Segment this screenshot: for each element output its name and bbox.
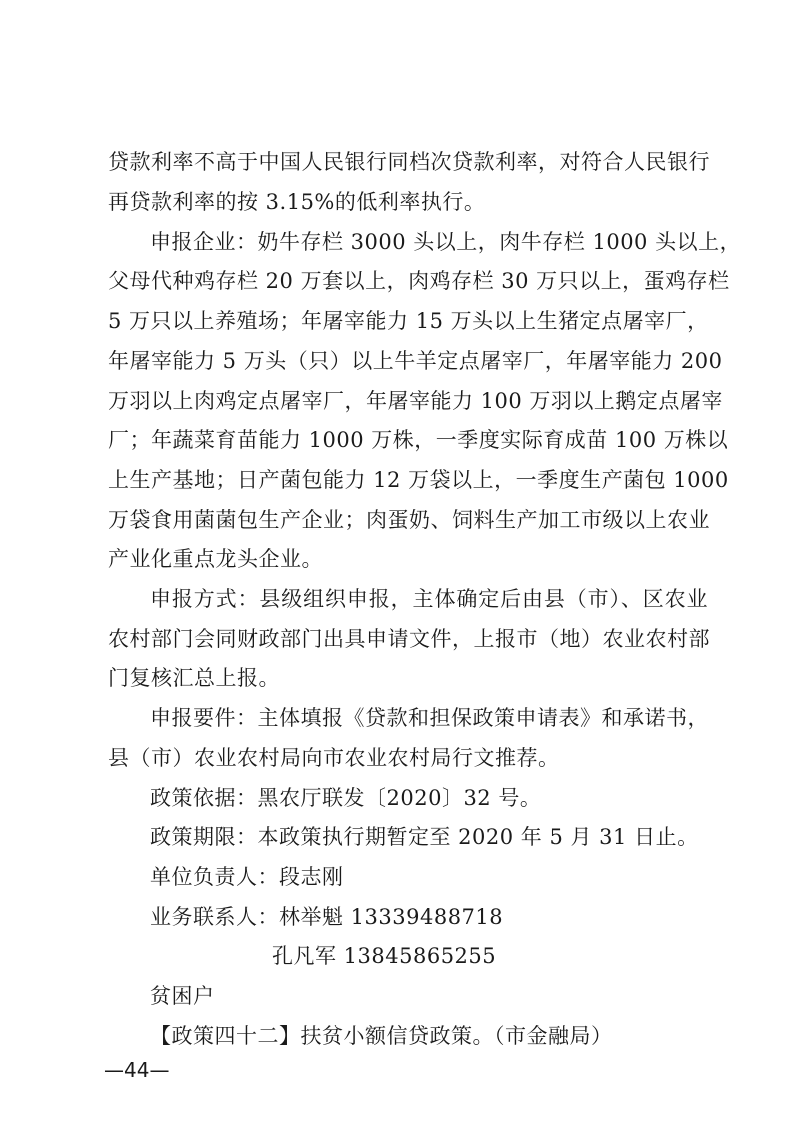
paragraph-line: 父母代种鸡存栏 20 万套以上，肉鸡存栏 30 万只以上，蛋鸡存栏 [108,269,730,293]
section-heading: 贫困户 [150,984,215,1008]
business-contact-secondary: 孔凡军 13845865255 [272,944,497,968]
paragraph-line: 厂；年蔬菜育苗能力 1000 万株，一季度实际育成苗 100 万株以 [108,428,729,452]
paragraph-line: 门复核汇总上报。 [108,666,280,690]
paragraph-line: 申报企业：奶牛存栏 3000 头以上，肉牛存栏 1000 头以上， [150,230,742,254]
paragraph-line: 年屠宰能力 5 万头（只）以上牛羊定点屠宰厂，年屠宰能力 200 [108,349,723,373]
paragraph-line: 上生产基地；日产菌包能力 12 万袋以上，一季度生产菌包 1000 [108,468,729,492]
paragraph-line: 万袋食用菌菌包生产企业；肉蛋奶、饲料生产加工市级以上农业 [108,508,710,532]
paragraph-line: 再贷款利率的按 3.15%的低利率执行。 [108,190,486,214]
business-contact: 业务联系人：林举魁 13339488718 [150,905,504,929]
policy-heading: 【政策四十二】扶贫小额信贷政策。（市金融局） [150,1024,613,1048]
policy-basis: 政策依据：黑农厅联发〔2020〕32 号。 [150,786,542,810]
paragraph-line: 5 万只以上养殖场；年屠宰能力 15 万头以上生猪定点屠宰厂， [108,309,709,333]
paragraph-line: 万羽以上肉鸡定点屠宰厂，年屠宰能力 100 万羽以上鹅定点屠宰 [108,389,723,413]
unit-leader: 单位负责人：段志刚 [150,865,344,889]
policy-period: 政策期限：本政策执行期暂定至 2020 年 5 月 31 日止。 [150,825,699,849]
paragraph-line: 县（市）农业农村局向市农业农村局行文推荐。 [108,746,560,770]
paragraph-line: 申报要件：主体填报《贷款和担保政策申请表》和承诺书， [150,706,709,730]
paragraph-line: 贷款利率不高于中国人民银行同档次贷款利率，对符合人民银行 [108,150,710,174]
paragraph-line: 申报方式：县级组织申报，主体确定后由县（市）、区农业 [150,587,708,611]
paragraph-line: 产业化重点龙头企业。 [108,547,323,571]
page-number: —44— [104,1058,170,1082]
paragraph-line: 农村部门会同财政部门出具申请文件，上报市（地）农业农村部 [108,627,710,651]
